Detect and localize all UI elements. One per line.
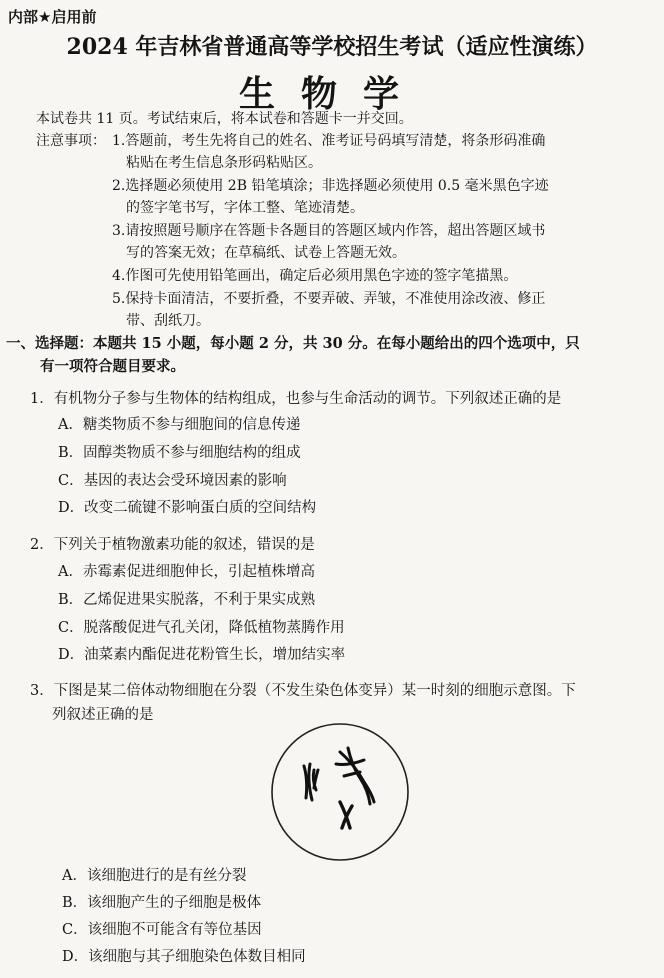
- option-b: B．乙烯促进果实脱落，不利于果实成熟: [58, 592, 316, 608]
- notice-line: 的签字笔书写，字体工整、笔迹清楚。: [126, 200, 364, 216]
- chromosome-small: [340, 802, 352, 828]
- option-b: B．固醇类物质不参与细胞结构的组成: [58, 445, 301, 461]
- section-heading-cont: 有一项符合题目要求。: [40, 358, 185, 375]
- exam-title: 2024 年吉林省普通高等学校招生考试（适应性演练）: [66, 34, 598, 60]
- cell-membrane: [272, 724, 408, 860]
- option-c: C．脱落酸促进气孔关闭，降低植物蒸腾作用: [58, 620, 345, 636]
- question-stem: 2．下列关于植物激素功能的叙述，错误的是: [30, 537, 315, 553]
- question-stem-cont: 列叙述正确的是: [52, 707, 154, 723]
- option-b: B．该细胞产生的子细胞是极体: [62, 895, 262, 911]
- notice-line: 带、刮纸刀。: [126, 313, 210, 329]
- notice-line: 1.答题前，考生先将自己的姓名、准考证号码填写清楚，将条形码准确: [112, 133, 546, 149]
- notice-line: 5.保持卡面清洁，不要折叠，不要弄破、弄皱，不准使用涂改液、修正: [112, 291, 546, 307]
- question-stem: 1．有机物分子参与生物体的结构组成，也参与生命活动的调节。下列叙述正确的是: [30, 391, 562, 407]
- question-stem: 3．下图是某二倍体动物细胞在分裂（不发生染色体变异）某一时刻的细胞示意图。下: [30, 683, 576, 699]
- notice-line: 写的答案无效；在草稿纸、试卷上答题无效。: [126, 245, 406, 261]
- notice-line: 3.请按照题号顺序在答题卡各题目的答题区域内作答，超出答题区域书: [112, 223, 546, 239]
- subject-title: 生物学: [238, 73, 425, 115]
- option-c: C．该细胞不可能含有等位基因: [62, 922, 262, 938]
- option-d: D．该细胞与其子细胞染色体数目相同: [62, 949, 306, 965]
- notice-line: 4.作图可先使用铅笔画出，确定后必须用黑色字迹的签字笔描黑。: [112, 268, 518, 284]
- notice-line: 2.选择题必须使用 2B 铅笔填涂；非选择题必须使用 0.5 毫米黑色字迹: [112, 178, 549, 194]
- option-a: A．该细胞进行的是有丝分裂: [62, 868, 247, 884]
- option-d: D．改变二硫键不影响蛋白质的空间结构: [58, 500, 317, 516]
- cell-division-diagram: [268, 720, 412, 864]
- notice-line: 粘贴在考生信息条形码粘贴区。: [126, 155, 322, 171]
- confidential-mark: 内部★启用前: [8, 8, 97, 26]
- option-a: A．赤霉素促进细胞伸长，引起植株增高: [58, 564, 315, 580]
- notice-label: 注意事项：: [36, 133, 106, 149]
- option-c: C．基因的表达会受环境因素的影响: [58, 473, 287, 489]
- chromosome-pair-left: [304, 764, 318, 800]
- option-d: D．油菜素内酯促进花粉管生长，增加结实率: [58, 647, 346, 663]
- chromosome-pair-right: [336, 748, 374, 804]
- option-a: A．糖类物质不参与细胞间的信息传递: [58, 417, 301, 433]
- intro-text: 本试卷共 11 页。考试结束后，将本试卷和答题卡一并交回。: [36, 111, 413, 127]
- section-heading: 一、选择题：本题共 15 小题，每小题 2 分，共 30 分。在每小题给出的四个选项中，只: [6, 335, 580, 352]
